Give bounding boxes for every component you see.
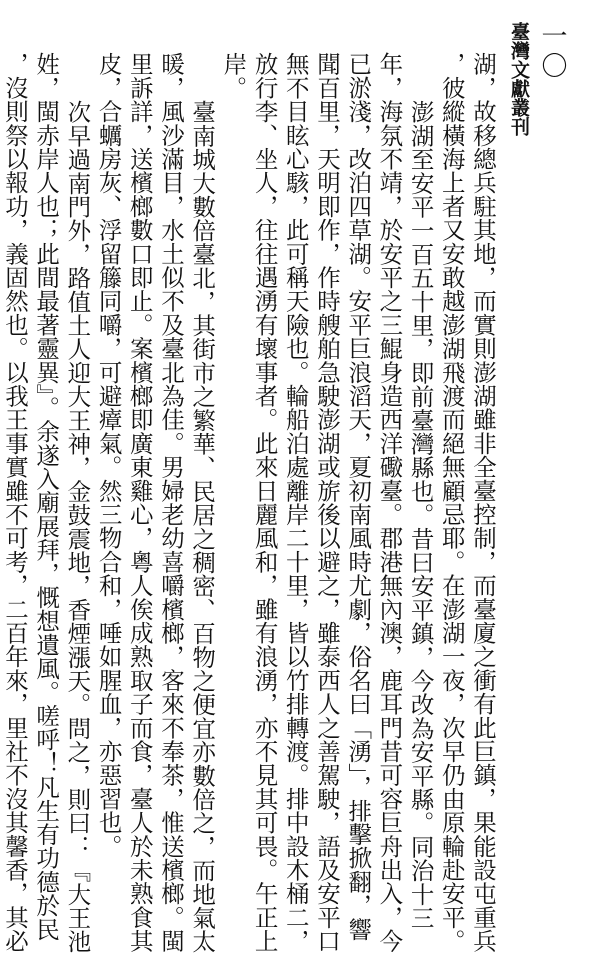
text-column: 放行李、坐人，往往遇湧有壞事者。此來日麗風和，雖有浪湧，亦不見其可畏。午正上 (250, 52, 279, 953)
running-head: 臺灣文獻叢刊 (508, 22, 530, 136)
text-column: 岸。 (219, 52, 248, 100)
text-column: 皮，合蠣房灰、浮留籐同嚼，可避瘴氣。然三物合和，唾如腥血，亦惡習也。 (94, 52, 123, 858)
text-column: 聞百里，天明即作，作時艘舶急駛澎湖或旂後以避之，雖泰西人之善駕駛，語及安平口 (312, 52, 341, 953)
text-column: 姓，閩赤岸人也；此間最著靈異』。余遂入廟展拜，慨想遺風。嗟呼！凡生有功德於民 (32, 52, 61, 941)
text-column: 暖，風沙滿目，水土似不及臺北為佳。男婦老幼喜嚼檳榔，客來不奉茶，惟送檳榔。閩 (156, 52, 185, 953)
text-column: 里訴詳，送檳榔數口即止。案檳榔即廣東雞心，粵人俟成熟取子而食，臺人於未熟食其 (125, 52, 154, 953)
text-column: 年，海氛不靖，於安平之三鯤身造西洋礮臺。郡港無內澳，鹿耳門昔可容巨舟出入，今 (375, 52, 404, 953)
text-column: 澎湖至安平一百五十里，即前臺灣縣也。昔曰安平鎮，今改為安平縣。同治十三 (406, 100, 435, 930)
text-column: ，沒則祭以報功，義固然也。以我王事實雖不可考，二百年來，里社不沒其馨香，其必 (0, 52, 29, 953)
body-text (0, 52, 498, 953)
text-column: ，彼縱橫海上者又安敢越澎湖飛渡而絕無顧忌耶。在澎湖一夜，次早仍由原輪赴安平。 (437, 52, 466, 953)
text-column: 湖，故移總兵駐其地，而實則澎湖雖非全臺控制，而臺廈之衝有此巨鎮，果能設屯重兵 (469, 52, 497, 953)
text-column: 已淤淺，改泊四草湖。安平巨浪滔天，夏初南風時尤劇，俗名曰「湧」，排擊掀翻，響 (344, 52, 373, 941)
text-column: 無不目眩心駭，此可稱天險也。輪船泊處離岸二十里，皆以竹排轉渡。排中設木桶二， (281, 52, 310, 953)
text-column: 臺南城大數倍臺北，其街市之繁華、民居之稠密、百物之便宜亦數倍之，而地氣太 (188, 100, 217, 953)
page-number: 一〇 (537, 22, 567, 82)
text-column: 次早過南門外，路值土人迎大王神，金鼓震地，香煙漲天。問之，則曰：『大王池 (63, 100, 92, 953)
